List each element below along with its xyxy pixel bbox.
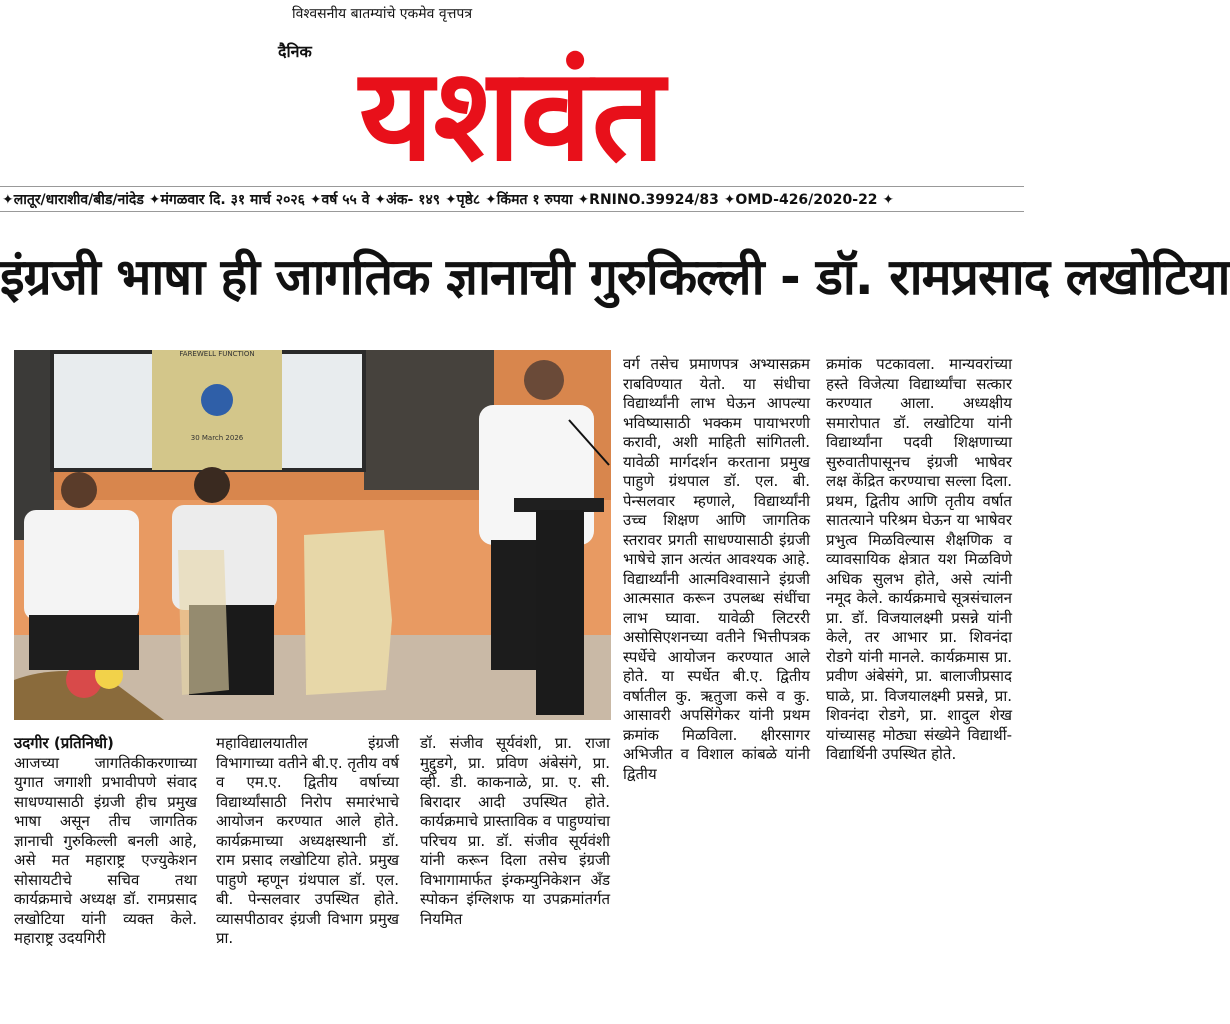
- article-column-1: [14, 734, 197, 1024]
- headline: इंग्रजी भाषा ही जागतिक ज्ञानाची गुरुकिल्ली - डॉ. रामप्रसाद लखोटिया: [0, 248, 1230, 306]
- event-photo: [14, 350, 611, 720]
- masthead-title: यशवंत: [359, 41, 665, 190]
- dateline-strip: ✦लातूर/धाराशीव/बीड/नांदेड ✦मंगळवार दि. ३१ मार्च २०२६ ✦वर्ष ५५ वे ✦अंक- १४९ ✦पृष्ठे८ ✦किंमत १ रुपया ✦RNINO.39924/83 ✦OMD-426/2020-22 ✦: [0, 186, 1024, 212]
- column-2-text: महाविद्यालयातील इंग्रजी विभागाच्या वतीने बी.ए. तृतीय वर्ष व एम.ए. द्वितीय वर्षाच्या विद्यार्थ्यांसाठी निरोप समारंभाचे आयोजन करण्यात आले होते. कार्यक्रमाच्या अध्यक्षस्थानी डॉ. राम प्रसाद लखोटिया होते. प्रमुख पाहुणे म्हणून ग्रंथपाल डॉ. एल. बी. पेन्सलवार उपस्थित होते. व्यासपीठावर इंग्रजी विभाग प्रमुख प्रा.: [216, 734, 399, 947]
- masthead-logo: [262, 14, 762, 190]
- article-column-2: [216, 734, 399, 1024]
- daily-label: दैनिक: [278, 42, 312, 61]
- column-3-text: डॉ. संजीव सूर्यवंशी, प्रा. राजा मुद्दुडगे, प्रा. प्रविण अंबेसंगे, प्रा. व्ही. डी. काकनाळे, प्रा. ए. सी. बिरादार आदी उपस्थित होते. कार्यक्रमाचे प्रास्ताविक व पाहुण्यांचा परिचय प्रा. डॉ. संजीव सूर्यवंशी यांनी करून दिला तसेच इंग्रजी विभागामार्फत इंग्कम्युनिकेशन अँड स्पोकन इंग्लिशफ या उपक्रमांतर्गत नियमित: [420, 734, 610, 928]
- screen-date: 30 March 2026: [190, 434, 244, 442]
- column-1-text: आजच्या जागतिकीकरणाच्या युगात जगाशी प्रभावीपणे संवाद साधण्यासाठी इंग्रजी हीच प्रमुख भाषा असून तीच जागतिक ज्ञानाची गुरुकिल्ली बनली आहे, असे मत महाराष्ट्र एज्युकेशन सोसायटीचे सचिव तथा कार्यक्रमाचे अध्यक्ष डॉ. रामप्रसाद लखोटिया यांनी व्यक्त केले. महाराष्ट्र उदयगिरी: [14, 753, 197, 947]
- column-5-text: क्रमांक पटकावला. मान्यवरांच्या हस्ते विजेत्या विद्यार्थ्यांचा सत्कार करण्यात आला. अध्यक्षीय समारोपात डॉ. लखोटिया यांनी विद्यार्थ्यांना पदवी शिक्षणाच्या सुरुवातीपासूनच इंग्रजी भाषेवर लक्ष केंद्रित करण्याचा सल्ला दिला. प्रथम, द्वितीय आणि तृतीय वर्षात सातत्याने परिश्रम घेऊन या भाषेवर प्रभुत्व मिळविल्यास शैक्षणिक व व्यावसायिक क्षेत्रात यश मिळविणे अधिक सुलभ होते, असे त्यांनी नमूद केले. कार्यक्रमाचे सूत्रसंचालन प्रा. डॉ. विजयालक्ष्मी प्रसन्ने यांनी केले, तर आभार प्रा. शिवनंदा रोडगे यांनी मानले. कार्यक्रमास प्रा. प्रवीण अंबेसंगे, प्रा. बालाजीप्रसाद घाळे, प्रा. विजयालक्ष्मी प्रसन्ने, प्रा. शिवनंदा रोडगे, प्रा. शादुल शेख यांच्यासह मोठ्या संख्येने विद्यार्थी-विद्यार्थिनी उपस्थित होते.: [826, 355, 1012, 763]
- column-4-text: वर्ग तसेच प्रमाणपत्र अभ्यासक्रम राबविण्यात येतो. या संधीचा विद्यार्थ्यांनी लाभ घेऊन आपल्या भविष्यासाठी भक्कम पायाभरणी करावी, अशी माहिती सांगितली. यावेळी मार्गदर्शन करताना प्रमुख पाहुणे ग्रंथपाल डॉ. एल. बी. पेन्सलवार म्हणाले, विद्यार्थ्यांनी उच्च शिक्षण आणि जागतिक स्तरावर प्रगती साधण्यासाठी इंग्रजी भाषेचे ज्ञान अत्यंत आवश्यक आहे. विद्यार्थ्यांनी आत्मविश्वासाने इंग्रजी आत्मसात करून उपलब्ध संधींचा लाभ घ्यावा. यावेळी लिटररी असोसिएशनच्या वतीने भित्तीपत्रक स्पर्धेचे आयोजन करण्यात आले होते. या स्पर्धेत बी.ए. द्वितीय वर्षातील कु. ऋतुजा कसे व कु. आसावरी अपसिंगेकर यांनी प्रथम क्रमांक मिळविला. क्षीरसागर अभिजीत व विशाल कांबळे यांनी द्वितीय: [623, 355, 810, 783]
- byline: उदगीर (प्रतिनिधी): [14, 734, 114, 752]
- article-column-5: [826, 355, 1012, 1024]
- article-column-3: [420, 734, 610, 1024]
- tagline: विश्वसनीय बातम्यांचे एकमेव वृत्तपत्र: [292, 6, 473, 22]
- article-column-4: [623, 355, 810, 1024]
- screen-title: FAREWELL FUNCTION: [179, 350, 255, 358]
